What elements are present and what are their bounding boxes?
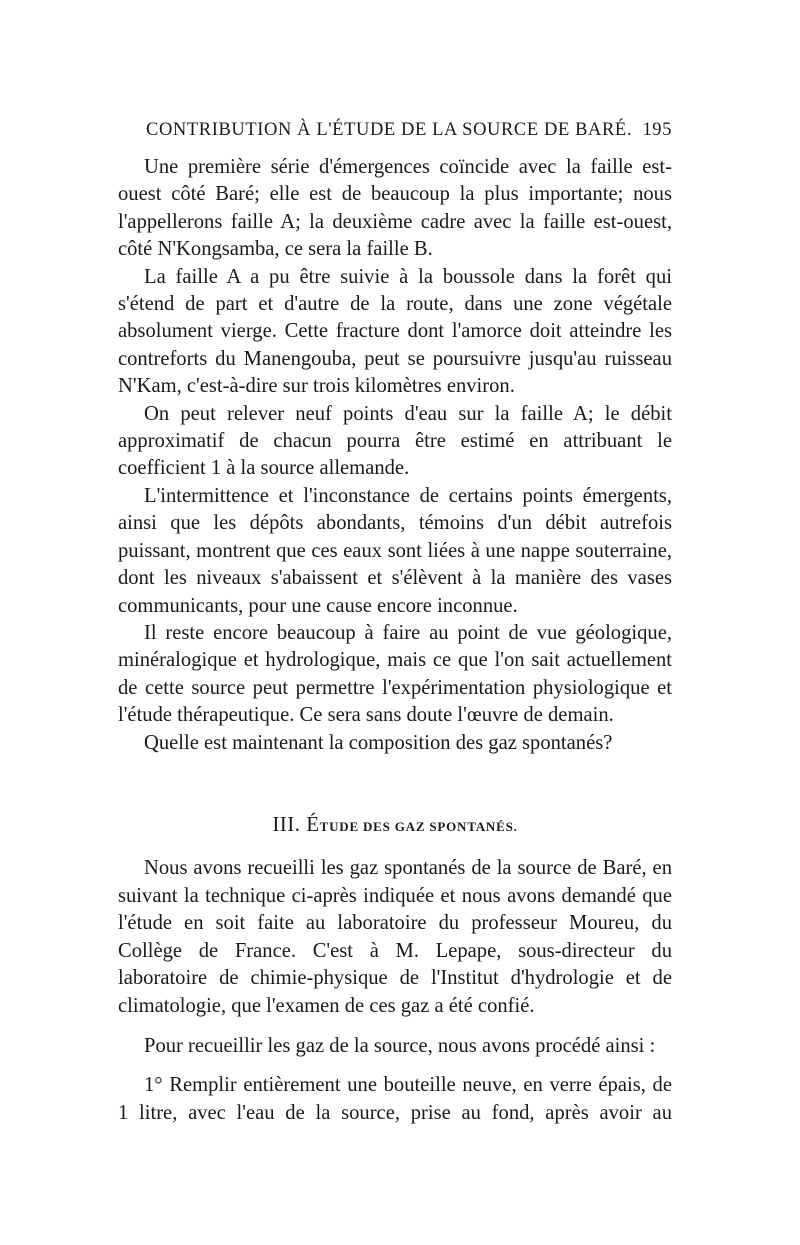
running-head	[146, 120, 672, 141]
section-number: III.	[272, 812, 301, 836]
section-title: TUDE DES GAZ SPONTANÉS.	[319, 819, 518, 834]
paragraph: Une première série d'émergences coïncide avec la faille est-ouest côté Baré; elle est de beaucoup la plus importante; nous l'appellerons faille A; la deuxième cadre avec la faille est-ouest, côté N'Kongsamba, ce sera la faille B.	[118, 156, 672, 261]
running-head-title: CONTRIBUTION À L'ÉTUDE DE LA SOURCE DE BARÉ.	[146, 120, 633, 140]
body-text-top	[118, 154, 672, 757]
paragraph: Pour recueillir les gaz de la source, nous avons procédé ainsi :	[144, 1034, 656, 1057]
paragraph: Nous avons recueilli les gaz spontanés de la source de Baré, en suivant la technique ci-après indiquée et nous avons demandé que l'étude en soit faite au laboratoire du professeur Moureu, du Collège de France. C'est à M. Lepape, sous-directeur du laboratoire de chimie-physique de l'Institut d'hydrologie et de climatologie, que l'examen de ces gaz a été confié.	[118, 857, 672, 1017]
page-number: 195	[642, 120, 672, 140]
paragraph: La faille A a pu être suivie à la boussole dans la forêt qui s'étend de part et d'autre de la route, dans une zone végétale absolument vierge. Cette fracture dont l'amorce doit atteindre les contreforts du Manengouba, peut se poursuivre jusqu'au ruisseau N'Kam, c'est-à-dire sur trois kilomètres environ.	[118, 265, 672, 398]
section-title-initial: É	[306, 812, 320, 836]
section-heading	[118, 812, 672, 837]
paragraph: 1° Remplir entièrement une bouteille neuve, en verre épais, de 1 litre, avec l'eau de la source, prise au fond, après avoir au	[118, 1074, 672, 1124]
paragraph-gap	[118, 1021, 672, 1033]
paragraph: Il reste encore beaucoup à faire au point de vue géologique, minéralogique et hydrologique, mais ce que l'on sait actuellement de cette source peut permettre l'expérimentation physiologique et l'étude thérapeutique. Ce sera sans doute l'œuvre de demain.	[118, 621, 672, 727]
paragraph: L'intermittence et l'inconstance de certains points émergents, ainsi que les dépôts abondants, témoins d'un débit autrefois puissant, montrent que ces eaux sont liées à une nappe souterraine, dont les niveaux s'abaissent et s'élèvent à la manière des vases communicants, pour une cause encore inconnue.	[118, 484, 672, 617]
body-text-bottom	[118, 855, 672, 1127]
paragraph: Quelle est maintenant la composition des gaz spontanés?	[144, 731, 613, 754]
paragraph-gap	[118, 1060, 672, 1072]
paragraph: On peut relever neuf points d'eau sur la faille A; le débit approximatif de chacun pourra être estimé en attribuant le coefficient 1 à la source allemande.	[118, 402, 672, 480]
